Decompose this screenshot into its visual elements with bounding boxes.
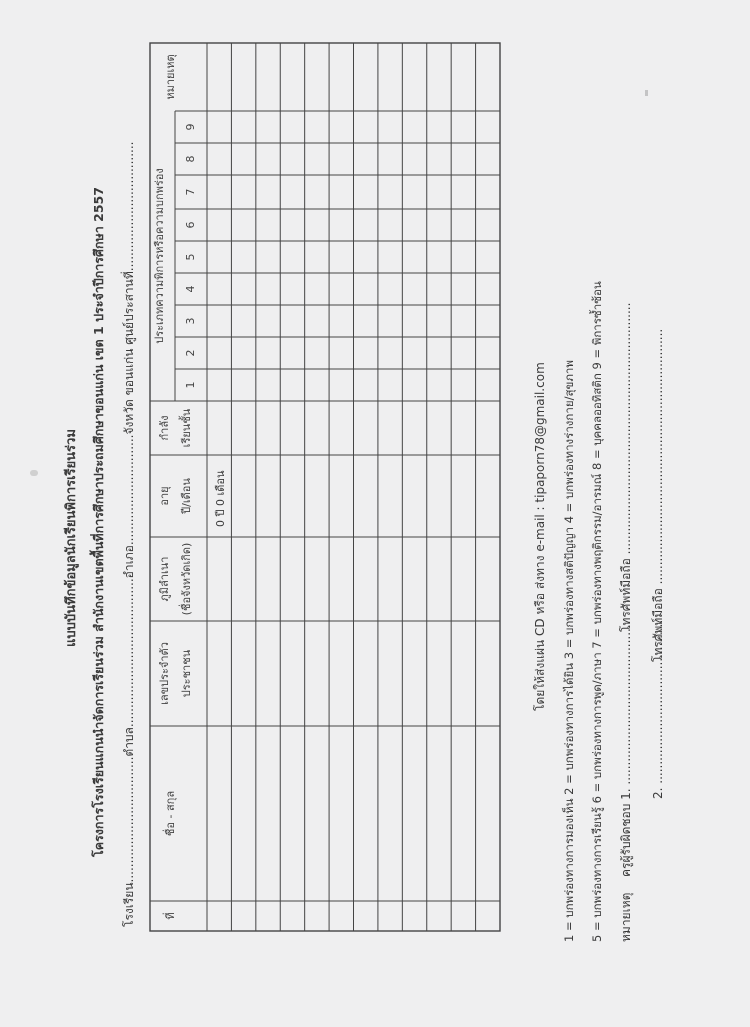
phone-1: โทรศัพท์มือถือ .................................................................. <box>619 302 633 632</box>
disability-col-8: 8 <box>184 155 197 163</box>
table-border <box>150 43 500 931</box>
header-domicile-line1: ภูมิลำเนา <box>158 556 171 602</box>
school-line: โรงเรียน.................................ตำบล.......................................อำเภอ.............................จังหวัด ขอนแก่น ศูนย์ประสานที่.................................. <box>122 141 136 927</box>
disability-col-6: 6 <box>184 221 197 229</box>
phone-2: โทรศัพท์มือถือ ................................................................... <box>651 328 665 662</box>
disability-col-7: 7 <box>184 188 197 196</box>
submit-note: โดยให้ส่งแผ่น CD หรือ ส่งทาง e-mail : tipaporn78@gmail.com <box>533 362 547 711</box>
header-no: ที่ <box>164 912 177 920</box>
header-disability-type: ประเภทความพิการหรือความบกพร่อง <box>153 168 166 344</box>
header-name: ชื่อ - สกุล <box>164 790 177 837</box>
disability-col-1: 1 <box>184 381 197 389</box>
disability-col-2: 2 <box>184 349 197 357</box>
recorder-2: 2. ........................................... <box>651 619 665 799</box>
disability-col-5: 5 <box>184 253 197 261</box>
disability-col-3: 3 <box>184 317 197 325</box>
header-grade-line1: กำลัง <box>158 415 171 441</box>
header-age-line2: ปี/เดือน <box>180 478 193 514</box>
header-remarks: หมายเหตุ <box>164 54 177 100</box>
disability-col-4: 4 <box>184 285 197 293</box>
header-id-line1: เลขประจำตัว <box>158 642 171 705</box>
header-grade-line2: เรียนชั้น <box>180 408 193 448</box>
recorder-1: ครูผู้รับผิดชอบ 1. ........................................... <box>619 620 633 877</box>
header-domicile-line2: (ชื่อจังหวัดเกิด) <box>180 542 193 616</box>
legend-line2: 5 = บกพร่องทางการเรียนรู้ 6 = บกพร่องทางการพูด/ภาษา 7 = บกพร่องทางพฤติกรรม/อารมณ์ 8 = บุคคลออทิสติก 9 = พิการซ้ำซ้อน <box>590 281 604 942</box>
legend-line1: 1 = บกพร่องทางการมองเห็น 2 = บกพร่องทางการได้ยิน 3 = บกพร่องทางสติปัญญา 4 = บกพร่องทางร่างกาย/สุขภาพ <box>562 360 576 942</box>
disability-col-9: 9 <box>184 123 197 131</box>
first-row-age: 0 ปี 0 เดือน <box>214 470 227 527</box>
form-subtitle: โครงการโรงเรียนแกนนำจัดการเรียนร่วม สำนักงานเขตพื้นที่การศึกษาประถมศึกษาขอนแก่น เขต 1 ประจำปีการศึกษา 2557 <box>91 187 106 857</box>
header-id-line2: ประชาชน <box>180 649 193 698</box>
header-age-line1: อายุ <box>158 486 171 506</box>
form-title: แบบบันทึกข้อมูลนักเรียนพิการเรียนร่วม <box>64 429 79 647</box>
remark-label: หมายเหตุ <box>619 892 633 942</box>
